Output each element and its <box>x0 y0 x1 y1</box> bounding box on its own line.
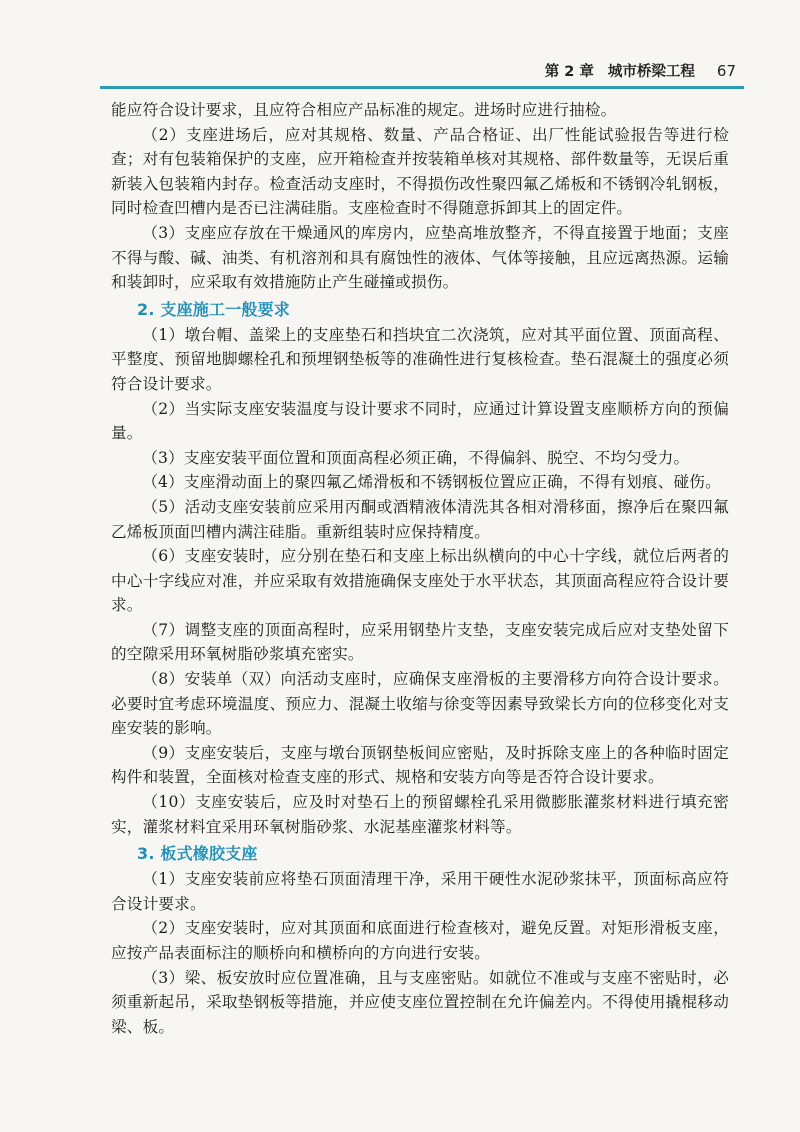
paragraph: （2）支座安装时，应对其顶面和底面进行检查核对，避免反置。对矩形滑板支座，应按产品表面标注的顺桥向和横桥向的方向进行安装。 <box>111 919 729 962</box>
page-body <box>111 98 729 1039</box>
page-number: 67 <box>716 62 736 80</box>
paragraph: （3）支座应存放在干燥通风的库房内，应垫高堆放整齐，不得直接置于地面；支座不得与酸、碱、油类、有机溶剂和具有腐蚀性的液体、气体等接触，且应远离热源。运输和装卸时，应采取有效措施防止产生碰撞或损伤。 <box>111 223 729 292</box>
paragraph: （2）支座进场后，应对其规格、数量、产品合格证、出厂性能试验报告等进行检查；对有包装箱保护的支座，应开箱检查并按装箱单核对其规格、部件数量等，无误后重新装入包装箱内封存。检查活动支座时，不得损伤改性聚四氟乙烯板和不锈钢冷轧钢板，同时检查凹槽内是否已注满硅脂。支座检查时不得随意拆卸其上的固定件。 <box>111 125 729 218</box>
paragraph: （4）支座滑动面上的聚四氟乙烯滑板和不锈钢板位置应正确，不得有划痕、碰伤。 <box>142 473 721 492</box>
paragraph: （9）支座安装后，支座与墩台顶钢垫板间应密贴，及时拆除支座上的各种临时固定构件和装置，全面核对检查支座的形式、规格和安装方向等是否符合设计要求。 <box>111 743 729 787</box>
chapter-title: 城市桥梁工程 <box>607 64 695 80</box>
paragraph: （3）支座安装平面位置和顶面高程必须正确，不得偏斜、脱空、不均匀受力。 <box>142 448 690 467</box>
page-header <box>0 0 800 92</box>
section-heading: 2. 支座施工一般要求 <box>137 299 290 319</box>
paragraph: （3）梁、板安放时应位置准确，且与支座密贴。如就位不准或与支座不密贴时，必须重新起吊，采取垫钢板等措施，并应使支座位置控制在允许偏差内。不得使用撬棍移动梁、板。 <box>111 968 729 1036</box>
paragraph: （10）支座安装后，应及时对垫石上的预留螺栓孔采用微膨胀灌浆材料进行填充密实，灌浆材料宜采用环氧树脂砂浆、水泥基座灌浆材料等。 <box>111 793 729 836</box>
header-rule <box>100 86 744 89</box>
paragraph: （1）墩台帽、盖梁上的支座垫石和挡块宜二次浇筑，应对其平面位置、顶面高程、平整度、预留地脚螺栓孔和预埋钢垫板等的准确性进行复核检查。垫石混凝土的强度必须符合设计要求。 <box>111 325 729 393</box>
paragraph: （7）调整支座的顶面高程时，应采用钢垫片支垫，支座安装完成后应对支垫处留下的空隙采用环氧树脂砂浆填充密实。 <box>111 620 729 664</box>
paragraph: （6）支座安装时，应分别在垫石和支座上标出纵横向的中心十字线，就位后两者的中心十字线应对准，并应采取有效措施确保支座处于水平状态，其顶面高程应符合设计要求。 <box>111 547 729 615</box>
paragraph: （2）当实际支座安装温度与设计要求不同时，应通过计算设置支座顺桥方向的预偏量。 <box>111 399 729 443</box>
paragraph: （8）安装单（双）向活动支座时，应确保支座滑板的主要滑移方向符合设计要求。必要时宜考虑环境温度、预应力、混凝土收缩与徐变等因素导致梁长方向的位移变化对支座安装的影响。 <box>111 670 729 738</box>
running-head <box>545 60 736 81</box>
paragraph: （5）活动支座安装前应采用丙酮或酒精液体清洗其各相对滑移面，擦净后在聚四氟乙烯板顶面凹槽内满注硅脂。重新组装时应保持精度。 <box>111 497 729 541</box>
paragraph: 能应符合设计要求，且应符合相应产品标准的规定。进场时应进行抽检。 <box>111 101 617 119</box>
section-heading: 3. 板式橡胶支座 <box>137 844 258 864</box>
paragraph: （1）支座安装前应将垫石顶面清理干净，采用干硬性水泥砂浆抹平，顶面标高应符合设计要求。 <box>111 870 729 913</box>
chapter-label: 第 2 章 <box>544 64 594 80</box>
